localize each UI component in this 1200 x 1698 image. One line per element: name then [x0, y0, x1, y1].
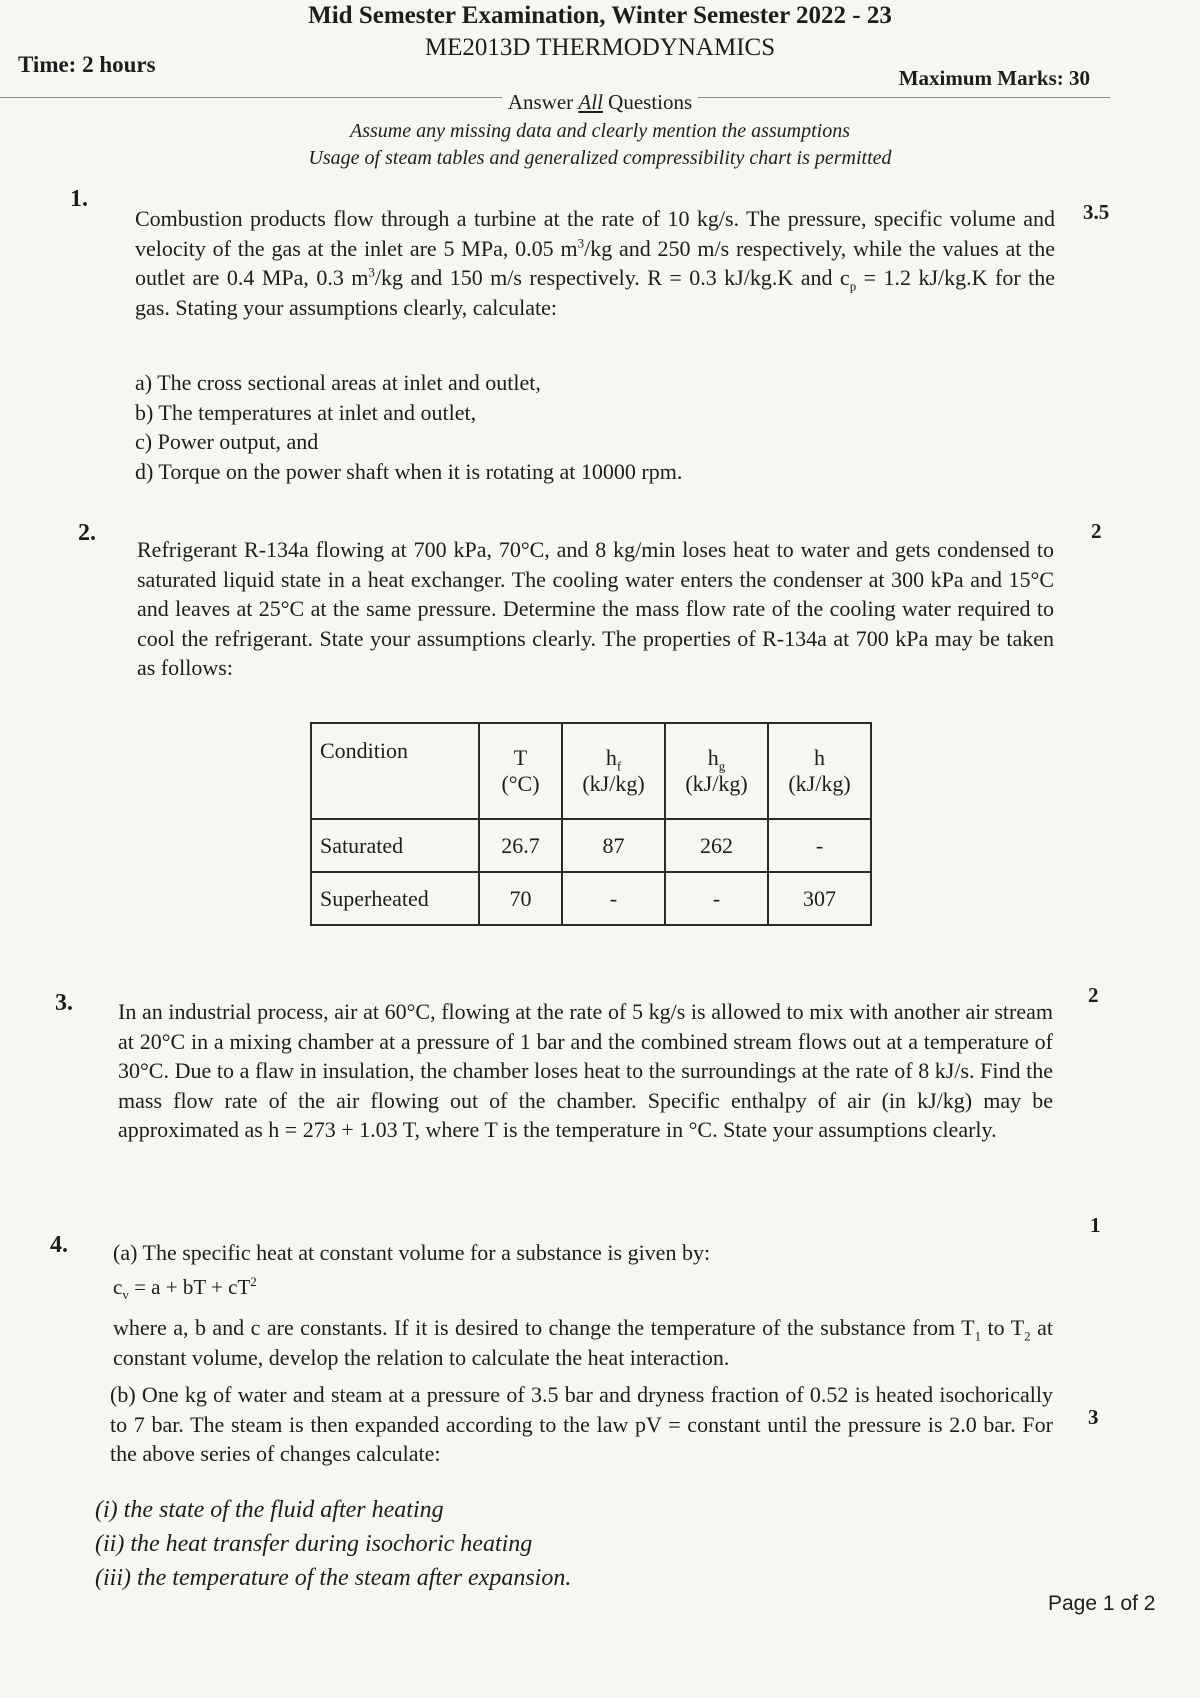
question-3-marks: 2	[1088, 983, 1099, 1007]
header-temperature: T (°C)	[479, 723, 562, 819]
header-h: h (kJ/kg)	[768, 723, 871, 819]
question-4b-part-ii: (ii) the heat transfer during isochoric heating	[95, 1531, 533, 1557]
question-4b-text: (b) One kg of water and steam at a pressure of 3.5 bar and dryness fraction of 0.52 is heated isochorically to 7 bar. The steam is then expanded according to the law pV = constant until the pressure is 2.0 bar. For the above series of changes calculate:	[110, 1382, 1053, 1466]
exam-title: Mid Semester Examination, Winter Semester 2022 - 23	[308, 2, 892, 29]
question-4a-where: where a, b and c are constants. If it is desired to change the temperature of the substance from $T_1$ to $T_2$ at constant volume, develop the relation to calculate the heat interaction.	[113, 1315, 1053, 1370]
header-hg: $h_g$ (kJ/kg)	[665, 723, 768, 819]
table-row	[311, 872, 871, 925]
question-2-number: 2.	[78, 520, 96, 546]
question-1-part-a: a) The cross sectional areas at inlet and outlet,	[135, 370, 541, 395]
question-1-part-c: c) Power output, and	[135, 429, 319, 454]
question-4b-marks: 3	[1088, 1405, 1099, 1429]
question-4b-part-i: (i) the state of the fluid after heating	[95, 1497, 444, 1523]
table-cell: 70	[479, 872, 562, 925]
question-1-part-b: b) The temperatures at inlet and outlet,	[135, 399, 477, 425]
instruction-tables-permitted: Usage of steam tables and generalized compressibility chart is permitted	[308, 147, 892, 169]
question-1-parts	[135, 368, 682, 486]
table-header-row	[311, 723, 871, 819]
question-1-number: 1.	[70, 186, 88, 212]
question-4a-marks: 1	[1090, 1213, 1101, 1237]
table-cell: Superheated	[311, 872, 479, 925]
course-title: ME2013D THERMODYNAMICS	[424, 34, 776, 61]
page-number: Page 1 of 2	[1048, 1592, 1156, 1615]
instruction-assumptions: Assume any missing data and clearly mention the assumptions	[350, 120, 850, 142]
table-cell: 26.7	[479, 819, 562, 872]
question-4b-parts	[95, 1493, 571, 1595]
header-condition: Condition	[311, 723, 479, 819]
question-4b-part-iii: (iii) the temperature of the steam after expansion.	[95, 1565, 572, 1591]
exam-duration: Time: 2 hours	[18, 52, 156, 77]
table-cell: 87	[562, 819, 665, 872]
question-4a-text: (a) The specific heat at constant volume for a substance is given by:	[113, 1240, 711, 1265]
question-2-text: Refrigerant R-134a flowing at 700 kPa, 70°C, and 8 kg/min loses heat to water and gets condensed to saturated liquid state in a heat exchanger. The cooling water enters the condenser at 300 kPa and 15°C and leaves at 25°C at the same pressure. Determine the mass flow rate of the cooling water required to cool the refrigerant. State your assumptions clearly. The properties of R-134a at 700 kPa may be taken as follows:	[137, 537, 1054, 680]
table-row	[311, 819, 871, 872]
table-cell: -	[562, 872, 665, 925]
question-4-number: 4.	[50, 1232, 68, 1258]
table-cell: Saturated	[311, 819, 479, 872]
header-hf: $h_f$ (kJ/kg)	[562, 723, 665, 819]
question-1-part-d: d) Torque on the power shaft when it is rotating at 10000 rpm.	[135, 458, 683, 484]
question-4a-formula: $c_v = a$ + bT + $cT^2$	[113, 1274, 257, 1303]
instruction-all-emphasis: All	[578, 90, 603, 114]
instruction-answer-all: Answer All Questions	[0, 90, 1200, 115]
r134a-properties-table	[310, 722, 872, 926]
question-1-text: Combustion products flow through a turbine at the rate of 10 kg/s. The pressure, specific volume and velocity of the gas at the inlet are 5 MPa, 0.05 $m^3/kg$ and 250 m/s respectively, while the values at the outlet are 0.4 MPa, 0.3 $m^3/kg$ and 150 m/s respectively. R = 0.3 kJ/kg.K and $c_p = 1.2$ kJ/kg.K for the gas. Stating your assumptions clearly, calculate:	[135, 206, 1055, 320]
question-2-marks: 2	[1091, 519, 1102, 543]
table-cell: 262	[665, 819, 768, 872]
question-3-text: In an industrial process, air at 60°C, flowing at the rate of 5 kg/s is allowed to mix with another air stream at 20°C in a mixing chamber at a pressure of 1 bar and the combined stream flows out at a temperature of 30°C. Due to a flaw in insulation, the chamber loses heat to the surroundings at the rate of 8 kJ/s. Find the mass flow rate of the air flowing out of the chamber. Specific enthalpy of air (in kJ/kg) may be approximated as h = 273 + 1.03 T, where T is the temperature in °C. State your assumptions clearly.	[118, 999, 1053, 1142]
table-cell: 307	[768, 872, 871, 925]
maximum-marks: Maximum Marks: 30	[898, 66, 1090, 90]
question-3-number: 3.	[55, 990, 73, 1016]
table-cell: -	[665, 872, 768, 925]
question-1-marks: 3.5	[1083, 200, 1110, 224]
table-cell: -	[768, 819, 871, 872]
